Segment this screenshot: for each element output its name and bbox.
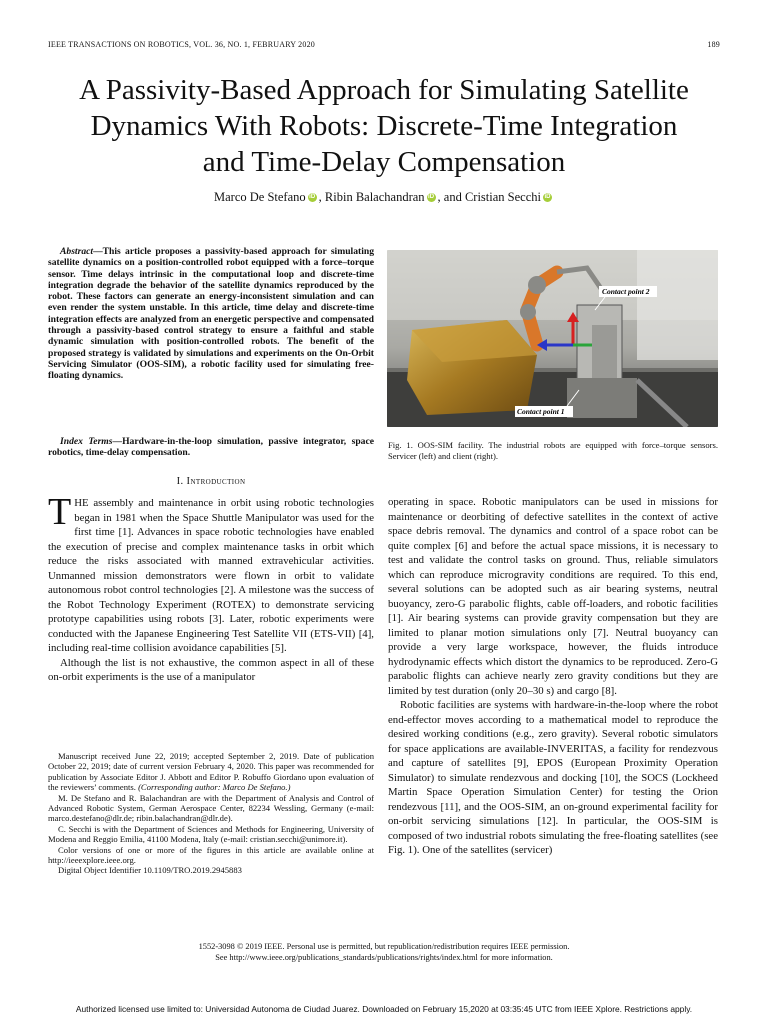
orcid-icon[interactable]: iD bbox=[309, 194, 316, 200]
journal-name: IEEE TRANSACTIONS ON ROBOTICS, VOL. 36, NO. 1, FEBRUARY 2020 bbox=[48, 40, 315, 49]
copyright-line: 1552-3098 © 2019 IEEE. Personal use is permitted, but republication/redistribution requires IEEE permission. bbox=[198, 942, 570, 951]
author-name: , and Cristian Secchi bbox=[437, 190, 541, 204]
facility-photo bbox=[387, 250, 718, 427]
page-number: 189 bbox=[707, 40, 720, 49]
footnote bbox=[48, 751, 374, 793]
drop-cap: T bbox=[48, 491, 72, 533]
author-name: Marco De Stefano bbox=[214, 190, 306, 204]
index-terms-label: Index Terms bbox=[60, 436, 113, 447]
index-terms-text: —Hardware-in-the-loop simulation, passive integrator, space robotics, time-delay compensation. bbox=[48, 436, 374, 459]
contact-point-2-label: Contact point 2 bbox=[602, 287, 650, 296]
abstract-label: Abstract bbox=[60, 246, 94, 257]
running-header bbox=[48, 40, 720, 49]
figure-1-photo bbox=[387, 250, 718, 427]
index-terms bbox=[48, 436, 374, 459]
paragraph: Although the list is not exhaustive, the common aspect in all of these on-orbit experiments is the use of a manipulator bbox=[48, 656, 374, 683]
paper-title bbox=[40, 72, 728, 180]
title-line: and Time-Delay Compensation bbox=[202, 146, 566, 178]
abstract-text: —This article proposes a passivity-based approach for simulating satellite dynamics on a position-controlled robot equipped with a force–torque sensor. Time delays intrinsic in the computational loop and discrete-time integration degrade the behavior of the satellite dynamics reproduced by the robot. These factors can generate an energy-inconsistent simulation and can even render the system unstable. In this article, time delay and discrete-time integration effects are analyzed from an energetic perspective and compensated through a passivity-based control strategy to ensure a faithful and stable dynamic simulation with position-controlled robots. The benefit of the proposed strategy is validated by simulations and experiments on the On-Orbit Servicing Simulator (OOS-SIM), a robotic facility used for simulating free-floating dynamics. bbox=[48, 246, 374, 382]
corresponding-author: (Corresponding author: Marco De Stefano.) bbox=[138, 782, 291, 793]
section-heading bbox=[48, 476, 374, 487]
footnote: M. De Stefano and R. Balachandran are with the Department of Analysis and Control of Advanced Robotic System, German Aerospace Center, 82234 Wessling, Germany (e-mail: marco.destefano@dlr.de; ribin.balachandran@dlr.de). bbox=[48, 792, 374, 824]
section-number: I. bbox=[176, 476, 184, 487]
title-line: Dynamics With Robots: Discrete-Time Integration bbox=[90, 110, 678, 142]
author-list bbox=[40, 190, 728, 205]
right-column-body bbox=[388, 495, 718, 858]
copyright-line: See http://www.ieee.org/publications_standards/publications/rights/index.html for more information. bbox=[215, 953, 553, 962]
footnote: Digital Object Identifier 10.1109/TRO.2019.2945883 bbox=[58, 865, 242, 876]
section-title: Introduction bbox=[186, 476, 246, 487]
authorized-use-footer: Authorized licensed use limited to: Universidad Autonoma de Ciudad Juarez. Downloaded on February 15,2020 at 03:35:45 UTC from IEEE Xplore. Restrictions apply. bbox=[75, 1004, 693, 1014]
footnotes bbox=[48, 751, 374, 876]
abstract bbox=[48, 246, 374, 382]
footnote-text: Manuscript received June 22, 2019; accepted September 2, 2019. Date of publication October 22, 2019; date of current version February 4, 2020. This paper was recommended for publication by Associate Editor J. Abbott and Editor P. Robuffo Giordano upon evaluation of the reviewers’ comments. bbox=[48, 751, 374, 793]
footnote: C. Secchi is with the Department of Sciences and Methods for Engineering, University of Modena and Reggio Emilia, 41100 Modena, Italy (e-mail: cristian.secchi@unimore.it). bbox=[48, 823, 374, 845]
figure-caption: Fig. 1. OOS-SIM facility. The industrial robots are equipped with force–torque sensors. Servicer (left) and client (right). bbox=[388, 440, 718, 461]
orcid-icon[interactable]: iD bbox=[544, 194, 551, 200]
paragraph: Robotic facilities are systems with hardware-in-the-loop where the robot end-effector moves according to a mathematical model to reproduce the desired working conditions (e.g., zero gravity). Several robotic simulators for space applications are available-INVERITAS, a facility for rendezvous and capture of satellites [9], EPOS (European Proximity Operation Simulator) to simulate rendezvous and docking [10], the SOCS (Lockheed Martin Space Operation Simulation Center) for testing the Orion rendezvous [11], and the OOS-SIM, an on-ground experimental facility for on-orbit servicing simulations [12]. In particular, the OOS-SIM is composed of two industrial robots simulating the free-floating satellites (see Fig. 1). One of the satellites (servicer) bbox=[388, 699, 718, 856]
paragraph-text: HE assembly and maintenance in orbit using robotic technologies began in 1981 when the Space Shuttle Manipulator was used for the first time [1]. Advances in space robotic technologies have enabled the execution of precise and complex maintenance tasks in orbit which reduce the risks associated with manned extravehicular activities. Unmanned mission demonstrators were flown in orbit to validate autonomous robot control technologies [2]. A milestone was the success of the Robot Technology Experiment (ROTEX) to demonstrate servicing prototype capabilities using robots [3]. Later, robotic experiments were conducted with the Japanese Engineering Test Satellite VII (ETS-VII) [4], including real-time collision avoidance capabilities [5]. bbox=[48, 497, 374, 654]
paragraph: operating in space. Robotic manipulators can be used in missions for maintenance or deorbiting of defective satellites in the context of active space debris removal. The dynamics and control of a space robot can be quite complex [6] and before the actual space missions, it is necessary to test and validate the control tasks on ground. Thus, reliable simulators which can reproduce microgravity conditions are required. To this end, several solutions can be adopted such as air bearing systems, neutral buoyancy, zero-G parabolic flights, cable off-loaders, and robotic facilities [1]. Air bearing systems can provide gravity compensation but they are limited to planar motion simulations only [7]. Neutral buoyancy can provide a very large workspace, however, the fluids introduce hydrodynamic effects which distort the dynamics to be reproduced. Zero-G parabolic flights can achieve nearly zero gravity conditions but they are limited by test duration (only 20–30 s) and cargo [8]. bbox=[388, 496, 718, 697]
copyright-notice bbox=[48, 941, 720, 963]
paragraph bbox=[48, 491, 374, 656]
left-column-body bbox=[48, 491, 374, 685]
author-name: , Ribin Balachandran bbox=[318, 190, 425, 204]
footnote: Color versions of one or more of the figures in this article are available online at http://ieeexplore.ieee.org. bbox=[48, 844, 374, 866]
orcid-icon[interactable]: iD bbox=[428, 194, 435, 200]
title-line: A Passivity-Based Approach for Simulating Satellite bbox=[79, 74, 689, 106]
contact-point-1-label: Contact point 1 bbox=[517, 407, 565, 416]
